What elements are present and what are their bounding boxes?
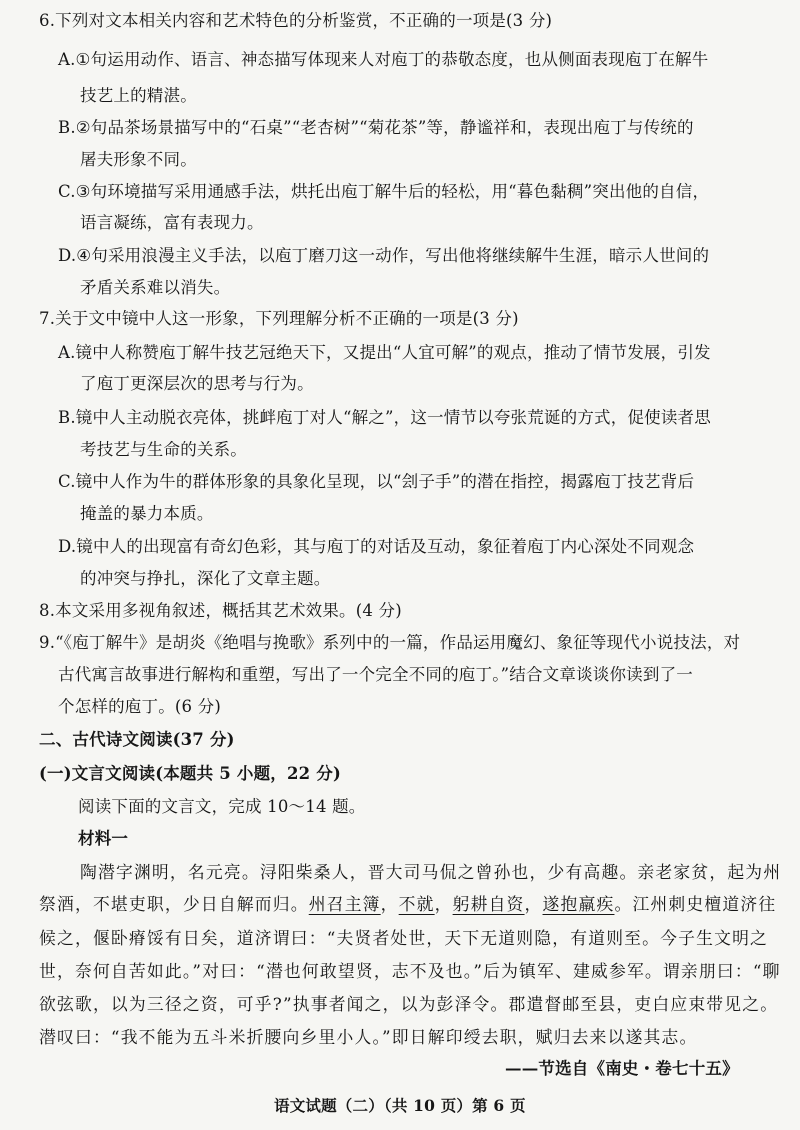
q6-option-c: C.③句环境描写采用通感手法，烘托出庖丁解牛后的轻松，用“暮色黏稠”突出他的自信， (58, 182, 710, 201)
q7-option-a-cont: 了庖丁更深层次的思考与行为。 (80, 374, 314, 393)
page-footer: 语文试题（二）（共 10 页）第 6 页 (274, 1096, 526, 1115)
q6-option-d: D.④句采用浪漫主义手法，以庖丁磨刀这一动作，写出他将继续解牛生涯，暗示人世间的 (58, 246, 710, 265)
q6-option-c-cont: 语言凝练，富有表现力。 (80, 213, 264, 232)
q9-stem-cont: 古代寓言故事进行解构和重塑，写出了一个完全不同的庖丁。”结合文章谈谈你读到了一 (58, 665, 693, 684)
passage-line: 陶潜字渊明，名元亮。浔阳柴桑人，晋大司马侃之曾孙也，少有高趣。亲老家贫，起为州 (80, 862, 782, 882)
q7-option-b-cont: 考技艺与生命的关系。 (80, 440, 247, 459)
q7-stem: 7.关于文中镜中人这一形象，下列理解分析不正确的一项是(3 分) (39, 309, 519, 328)
passage-text: ， (524, 894, 543, 914)
underlined-phrase: 躬耕自资 (452, 894, 525, 914)
underlined-phrase: 不就 (398, 894, 435, 914)
passage-line: 候之，偃卧瘠馁有日矣，道济谓曰：“夫贤者处世，天下无道则隐，有道则至。今子生文明之 (39, 928, 769, 948)
section-heading: 二、古代诗文阅读(37 分) (39, 730, 235, 749)
source-citation: ——节选自《南史・卷七十五》 (505, 1059, 739, 1078)
q7-option-a: A.镜中人称赞庖丁解牛技艺冠绝天下，又提出“人宜可解”的观点，推动了情节发展，引发 (58, 343, 711, 362)
q7-option-c-cont: 掩盖的暴力本质。 (80, 504, 214, 523)
passage-text: 祭酒，不堪吏职，少日自解而归。 (39, 894, 309, 914)
q6-option-d-cont: 矛盾关系难以消失。 (80, 278, 231, 297)
q6-option-b-cont: 屠夫形象不同。 (80, 150, 197, 169)
underlined-phrase: 州召主簿 (308, 894, 381, 914)
passage-text: 。江州刺史檀道济往 (614, 894, 777, 914)
passage-line: 潜叹曰：“我不能为五斗米折腰向乡里小人。”即日解印绶去职，赋归去来以遂其志。 (39, 1027, 698, 1047)
q7-option-c: C.镜中人作为牛的群体形象的具象化呈现，以“刽子手”的潜在指控，揭露庖丁技艺背后 (58, 472, 695, 491)
q8-stem: 8.本文采用多视角叙述，概括其艺术效果。(4 分) (39, 601, 402, 620)
material-label: 材料一 (78, 829, 129, 848)
underlined-phrase: 遂抱羸疾 (542, 894, 615, 914)
q6-option-a-cont: 技艺上的精湛。 (80, 86, 197, 105)
q9-stem-cont: 个怎样的庖丁。(6 分) (58, 697, 222, 716)
q7-option-d: D.镜中人的出现富有奇幻色彩，其与庖丁的对话及互动，象征着庖丁内心深处不同观念 (58, 537, 695, 556)
passage-line: 世，奈何自苦如此。”对曰：“潜也何敢望贤，志不及也。”后为镇军、建威参军。谓亲朋曰：“聊 (39, 961, 781, 981)
q6-option-b: B.②句品茶场景描写中的“石桌”“老杏树”“菊花茶”等，静谧祥和，表现出庖丁与传统的 (58, 118, 694, 137)
q6-stem: 6.下列对文本相关内容和艺术特色的分析鉴赏，不正确的一项是(3 分) (39, 11, 553, 30)
q6-option-a: A.①句运用动作、语言、神态描写体现来人对庖丁的恭敬态度，也从侧面表现庖丁在解牛 (58, 50, 709, 69)
passage-text: ， (380, 894, 399, 914)
reading-instruction: 阅读下面的文言文，完成 10～14 题。 (78, 797, 366, 816)
q7-option-d-cont: 的冲突与挣扎，深化了文章主题。 (80, 569, 331, 588)
q7-option-b: B.镜中人主动脱衣亮体，挑衅庖丁对人“解之”，这一情节以夸张荒诞的方式，促使读者思 (58, 408, 711, 427)
q9-stem: 9.“《庖丁解牛》是胡炎《绝唱与挽歌》系列中的一篇，作品运用魔幻、象征等现代小说技法，对 (39, 633, 741, 652)
passage-line: 欲弦歌，以为三径之资，可乎?”执事者闻之，以为彭泽令。郡遣督邮至县，吏白应束带见之。 (39, 994, 779, 1014)
subsection-heading: (一)文言文阅读(本题共 5 小题，22 分) (39, 764, 342, 783)
passage-text: ， (434, 894, 453, 914)
passage-line (39, 893, 776, 915)
